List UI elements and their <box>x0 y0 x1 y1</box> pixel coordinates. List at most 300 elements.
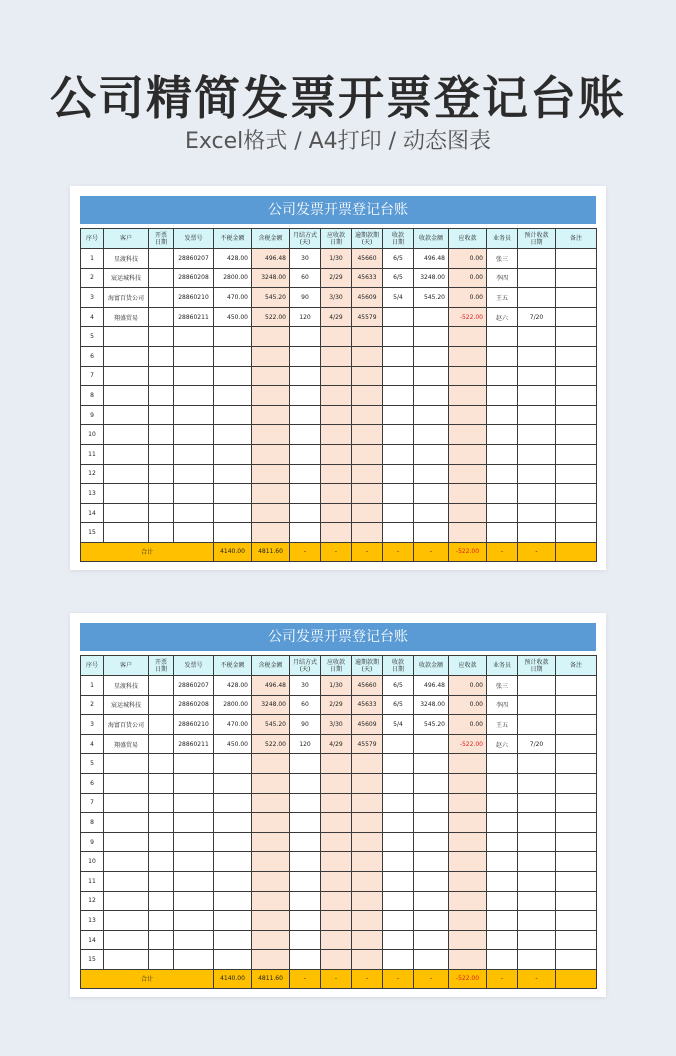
table-cell[interactable]: 4/29 <box>321 307 352 327</box>
table-cell[interactable] <box>414 405 449 425</box>
table-cell[interactable]: 13 <box>81 484 104 504</box>
table-cell[interactable]: 450.00 <box>214 734 252 754</box>
table-cell[interactable] <box>290 444 321 464</box>
table-cell[interactable] <box>290 366 321 386</box>
table-cell[interactable] <box>352 386 383 406</box>
table-cell[interactable]: 2800.00 <box>214 268 252 288</box>
table-cell[interactable] <box>149 484 174 504</box>
table-cell[interactable] <box>252 346 290 366</box>
table-cell[interactable] <box>290 832 321 852</box>
table-cell[interactable]: 2 <box>81 268 104 288</box>
table-cell[interactable] <box>518 930 556 950</box>
table-cell[interactable] <box>174 503 214 523</box>
table-cell[interactable] <box>518 793 556 813</box>
table-cell[interactable] <box>414 346 449 366</box>
table-cell[interactable]: 14 <box>81 503 104 523</box>
table-cell[interactable] <box>174 871 214 891</box>
table-cell[interactable]: 7/20 <box>518 734 556 754</box>
table-cell[interactable]: -522.00 <box>449 307 487 327</box>
table-cell[interactable] <box>321 444 352 464</box>
table-cell[interactable] <box>321 793 352 813</box>
table-cell[interactable] <box>214 484 252 504</box>
table-cell[interactable] <box>252 852 290 872</box>
table-cell[interactable] <box>352 503 383 523</box>
table-cell[interactable] <box>414 871 449 891</box>
table-cell[interactable] <box>414 891 449 911</box>
table-cell[interactable] <box>214 930 252 950</box>
table-cell[interactable] <box>352 484 383 504</box>
table-cell[interactable]: 15 <box>81 950 104 970</box>
table-cell[interactable] <box>290 911 321 931</box>
table-cell[interactable] <box>518 268 556 288</box>
table-cell[interactable]: 28860207 <box>174 676 214 696</box>
table-cell[interactable] <box>383 950 414 970</box>
table-cell[interactable]: 45579 <box>352 734 383 754</box>
table-cell[interactable] <box>252 832 290 852</box>
table-cell[interactable] <box>321 773 352 793</box>
table-cell[interactable]: 海富百货公司 <box>104 288 149 308</box>
table-cell[interactable] <box>252 891 290 911</box>
table-cell[interactable]: 张三 <box>487 676 518 696</box>
table-cell[interactable]: 45579 <box>352 307 383 327</box>
table-cell[interactable]: 28860210 <box>174 715 214 735</box>
table-cell[interactable]: 7 <box>81 366 104 386</box>
table-cell[interactable] <box>414 307 449 327</box>
table-cell[interactable] <box>518 523 556 543</box>
table-cell[interactable] <box>556 523 597 543</box>
table-cell[interactable] <box>174 911 214 931</box>
table-cell[interactable]: 28860208 <box>174 268 214 288</box>
table-cell[interactable] <box>104 950 149 970</box>
table-cell[interactable] <box>414 425 449 445</box>
table-cell[interactable] <box>104 386 149 406</box>
table-cell[interactable] <box>174 793 214 813</box>
table-cell[interactable]: 0.00 <box>449 288 487 308</box>
table-cell[interactable] <box>449 425 487 445</box>
table-cell[interactable] <box>449 503 487 523</box>
table-cell[interactable]: 0.00 <box>449 676 487 696</box>
table-cell[interactable] <box>487 773 518 793</box>
table-cell[interactable]: 宸运城科技 <box>104 268 149 288</box>
table-cell[interactable]: 6/5 <box>383 268 414 288</box>
table-cell[interactable] <box>352 366 383 386</box>
table-cell[interactable] <box>149 813 174 833</box>
table-cell[interactable] <box>556 852 597 872</box>
table-cell[interactable] <box>518 871 556 891</box>
table-cell[interactable] <box>149 930 174 950</box>
table-cell[interactable] <box>414 950 449 970</box>
table-cell[interactable] <box>214 327 252 347</box>
table-cell[interactable] <box>290 930 321 950</box>
table-cell[interactable] <box>149 386 174 406</box>
table-cell[interactable] <box>321 891 352 911</box>
table-cell[interactable] <box>518 288 556 308</box>
table-cell[interactable] <box>149 911 174 931</box>
table-cell[interactable] <box>449 950 487 970</box>
table-cell[interactable] <box>556 503 597 523</box>
table-cell[interactable] <box>556 813 597 833</box>
table-cell[interactable] <box>518 425 556 445</box>
table-cell[interactable] <box>383 425 414 445</box>
table-cell[interactable] <box>214 911 252 931</box>
table-cell[interactable] <box>321 523 352 543</box>
table-cell[interactable] <box>214 386 252 406</box>
table-cell[interactable] <box>556 249 597 269</box>
table-cell[interactable] <box>321 346 352 366</box>
table-cell[interactable]: 1/30 <box>321 249 352 269</box>
table-cell[interactable] <box>321 950 352 970</box>
table-cell[interactable] <box>290 891 321 911</box>
table-cell[interactable] <box>149 327 174 347</box>
table-cell[interactable] <box>214 891 252 911</box>
table-cell[interactable] <box>149 676 174 696</box>
table-cell[interactable] <box>449 813 487 833</box>
table-cell[interactable] <box>383 734 414 754</box>
table-cell[interactable]: 4 <box>81 734 104 754</box>
table-cell[interactable]: 3/30 <box>321 715 352 735</box>
table-cell[interactable] <box>214 464 252 484</box>
table-cell[interactable] <box>449 891 487 911</box>
table-cell[interactable] <box>487 386 518 406</box>
table-cell[interactable] <box>556 425 597 445</box>
table-cell[interactable]: 赵六 <box>487 307 518 327</box>
table-cell[interactable] <box>449 327 487 347</box>
table-cell[interactable] <box>449 754 487 774</box>
table-cell[interactable] <box>174 813 214 833</box>
table-cell[interactable] <box>487 366 518 386</box>
table-cell[interactable] <box>104 484 149 504</box>
table-cell[interactable]: 14 <box>81 930 104 950</box>
table-cell[interactable] <box>556 695 597 715</box>
table-cell[interactable] <box>487 871 518 891</box>
table-cell[interactable] <box>149 695 174 715</box>
table-cell[interactable]: 6/5 <box>383 676 414 696</box>
table-cell[interactable] <box>556 366 597 386</box>
table-cell[interactable] <box>252 444 290 464</box>
table-cell[interactable] <box>352 891 383 911</box>
table-cell[interactable] <box>383 444 414 464</box>
table-cell[interactable] <box>321 832 352 852</box>
table-cell[interactable] <box>104 891 149 911</box>
table-cell[interactable]: 496.48 <box>252 249 290 269</box>
table-cell[interactable]: 2 <box>81 695 104 715</box>
table-cell[interactable]: 6 <box>81 773 104 793</box>
table-cell[interactable] <box>290 813 321 833</box>
table-cell[interactable] <box>518 405 556 425</box>
table-cell[interactable] <box>104 754 149 774</box>
table-cell[interactable] <box>449 444 487 464</box>
table-cell[interactable] <box>518 852 556 872</box>
table-cell[interactable] <box>174 523 214 543</box>
table-cell[interactable] <box>174 444 214 464</box>
table-cell[interactable] <box>321 405 352 425</box>
table-cell[interactable] <box>487 503 518 523</box>
table-cell[interactable]: 0.00 <box>449 249 487 269</box>
table-cell[interactable] <box>518 773 556 793</box>
table-cell[interactable]: 7 <box>81 793 104 813</box>
table-cell[interactable] <box>414 930 449 950</box>
table-cell[interactable]: 470.00 <box>214 288 252 308</box>
table-cell[interactable] <box>414 734 449 754</box>
table-cell[interactable] <box>321 852 352 872</box>
table-cell[interactable] <box>352 793 383 813</box>
table-cell[interactable] <box>252 911 290 931</box>
table-cell[interactable] <box>487 754 518 774</box>
table-cell[interactable]: -522.00 <box>449 734 487 754</box>
table-cell[interactable] <box>449 871 487 891</box>
table-cell[interactable] <box>321 366 352 386</box>
table-cell[interactable]: 15 <box>81 523 104 543</box>
table-cell[interactable]: 45633 <box>352 268 383 288</box>
table-cell[interactable]: 11 <box>81 444 104 464</box>
table-cell[interactable] <box>252 754 290 774</box>
table-cell[interactable] <box>174 346 214 366</box>
table-cell[interactable] <box>556 268 597 288</box>
table-cell[interactable] <box>149 754 174 774</box>
table-cell[interactable] <box>252 425 290 445</box>
table-cell[interactable] <box>487 523 518 543</box>
table-cell[interactable]: 5 <box>81 754 104 774</box>
table-cell[interactable] <box>556 871 597 891</box>
table-cell[interactable] <box>383 484 414 504</box>
table-cell[interactable] <box>352 832 383 852</box>
table-cell[interactable]: 522.00 <box>252 734 290 754</box>
table-cell[interactable] <box>556 832 597 852</box>
table-cell[interactable] <box>556 754 597 774</box>
table-cell[interactable]: 2800.00 <box>214 695 252 715</box>
table-cell[interactable]: 5/4 <box>383 715 414 735</box>
table-cell[interactable] <box>214 832 252 852</box>
table-cell[interactable]: 6/5 <box>383 695 414 715</box>
table-cell[interactable] <box>174 930 214 950</box>
table-cell[interactable]: 60 <box>290 695 321 715</box>
table-cell[interactable] <box>290 346 321 366</box>
table-cell[interactable] <box>352 425 383 445</box>
table-cell[interactable] <box>518 754 556 774</box>
table-cell[interactable] <box>352 930 383 950</box>
table-cell[interactable] <box>174 852 214 872</box>
table-cell[interactable]: 10 <box>81 425 104 445</box>
table-cell[interactable] <box>449 852 487 872</box>
table-cell[interactable] <box>214 366 252 386</box>
table-cell[interactable] <box>556 773 597 793</box>
table-cell[interactable] <box>352 852 383 872</box>
table-cell[interactable] <box>383 754 414 774</box>
table-cell[interactable] <box>149 891 174 911</box>
table-cell[interactable] <box>149 503 174 523</box>
table-cell[interactable] <box>518 950 556 970</box>
table-cell[interactable] <box>321 871 352 891</box>
table-cell[interactable] <box>383 793 414 813</box>
table-cell[interactable] <box>149 425 174 445</box>
table-cell[interactable]: 5 <box>81 327 104 347</box>
table-cell[interactable] <box>104 327 149 347</box>
table-cell[interactable] <box>352 405 383 425</box>
table-cell[interactable] <box>174 773 214 793</box>
table-cell[interactable] <box>149 464 174 484</box>
table-cell[interactable] <box>174 464 214 484</box>
table-cell[interactable] <box>556 930 597 950</box>
table-cell[interactable] <box>414 503 449 523</box>
table-cell[interactable] <box>449 930 487 950</box>
table-cell[interactable]: 宸运城科技 <box>104 695 149 715</box>
table-cell[interactable] <box>352 911 383 931</box>
table-cell[interactable] <box>290 327 321 347</box>
table-cell[interactable] <box>252 405 290 425</box>
table-cell[interactable] <box>104 911 149 931</box>
table-cell[interactable] <box>174 484 214 504</box>
table-cell[interactable] <box>487 832 518 852</box>
table-cell[interactable] <box>290 793 321 813</box>
table-cell[interactable] <box>487 444 518 464</box>
table-cell[interactable] <box>518 464 556 484</box>
table-cell[interactable] <box>556 793 597 813</box>
table-cell[interactable]: 60 <box>290 268 321 288</box>
table-cell[interactable] <box>149 852 174 872</box>
table-cell[interactable] <box>321 464 352 484</box>
table-cell[interactable] <box>487 930 518 950</box>
table-cell[interactable] <box>174 425 214 445</box>
table-cell[interactable] <box>104 773 149 793</box>
table-cell[interactable] <box>383 891 414 911</box>
table-cell[interactable] <box>383 930 414 950</box>
table-cell[interactable] <box>321 386 352 406</box>
table-cell[interactable]: 3 <box>81 715 104 735</box>
table-cell[interactable] <box>556 307 597 327</box>
table-cell[interactable] <box>290 852 321 872</box>
table-cell[interactable] <box>352 523 383 543</box>
table-cell[interactable] <box>104 503 149 523</box>
table-cell[interactable] <box>104 346 149 366</box>
table-cell[interactable] <box>487 346 518 366</box>
table-cell[interactable] <box>252 386 290 406</box>
table-cell[interactable] <box>556 676 597 696</box>
table-cell[interactable]: 3248.00 <box>414 268 449 288</box>
table-cell[interactable] <box>321 425 352 445</box>
table-cell[interactable] <box>518 327 556 347</box>
table-cell[interactable]: 0.00 <box>449 715 487 735</box>
table-cell[interactable] <box>487 327 518 347</box>
table-cell[interactable]: 12 <box>81 891 104 911</box>
table-cell[interactable] <box>383 366 414 386</box>
table-cell[interactable] <box>449 911 487 931</box>
table-cell[interactable] <box>214 405 252 425</box>
table-cell[interactable]: 0.00 <box>449 268 487 288</box>
table-cell[interactable] <box>449 386 487 406</box>
table-cell[interactable] <box>414 484 449 504</box>
table-cell[interactable]: 545.20 <box>414 715 449 735</box>
table-cell[interactable] <box>149 715 174 735</box>
table-cell[interactable]: 0.00 <box>449 695 487 715</box>
table-cell[interactable] <box>518 832 556 852</box>
table-cell[interactable] <box>556 484 597 504</box>
table-cell[interactable]: 9 <box>81 405 104 425</box>
table-cell[interactable]: 120 <box>290 734 321 754</box>
table-cell[interactable] <box>104 444 149 464</box>
table-cell[interactable] <box>149 405 174 425</box>
table-cell[interactable] <box>518 503 556 523</box>
table-cell[interactable] <box>383 307 414 327</box>
table-cell[interactable] <box>214 523 252 543</box>
table-cell[interactable] <box>214 754 252 774</box>
table-cell[interactable]: 1/30 <box>321 676 352 696</box>
table-cell[interactable]: 李四 <box>487 268 518 288</box>
table-cell[interactable] <box>383 327 414 347</box>
table-cell[interactable] <box>104 832 149 852</box>
table-cell[interactable] <box>174 327 214 347</box>
table-cell[interactable] <box>174 386 214 406</box>
table-cell[interactable]: 30 <box>290 249 321 269</box>
table-cell[interactable] <box>449 464 487 484</box>
table-cell[interactable] <box>321 930 352 950</box>
table-cell[interactable] <box>383 813 414 833</box>
table-cell[interactable] <box>518 484 556 504</box>
table-cell[interactable] <box>149 734 174 754</box>
table-cell[interactable] <box>414 832 449 852</box>
table-cell[interactable] <box>174 950 214 970</box>
table-cell[interactable] <box>252 484 290 504</box>
table-cell[interactable] <box>149 832 174 852</box>
table-cell[interactable]: 428.00 <box>214 249 252 269</box>
table-cell[interactable] <box>487 950 518 970</box>
table-cell[interactable] <box>149 249 174 269</box>
table-cell[interactable] <box>487 464 518 484</box>
table-cell[interactable] <box>252 464 290 484</box>
table-cell[interactable] <box>518 249 556 269</box>
table-cell[interactable]: 4 <box>81 307 104 327</box>
table-cell[interactable]: 30 <box>290 676 321 696</box>
table-cell[interactable] <box>149 871 174 891</box>
table-cell[interactable] <box>556 444 597 464</box>
table-cell[interactable] <box>414 327 449 347</box>
table-cell[interactable] <box>214 503 252 523</box>
table-cell[interactable]: 3248.00 <box>252 695 290 715</box>
table-cell[interactable] <box>556 386 597 406</box>
table-cell[interactable] <box>518 715 556 735</box>
table-cell[interactable] <box>321 911 352 931</box>
table-cell[interactable] <box>414 911 449 931</box>
table-cell[interactable] <box>290 503 321 523</box>
table-cell[interactable] <box>290 405 321 425</box>
table-cell[interactable]: 4/29 <box>321 734 352 754</box>
table-cell[interactable] <box>252 503 290 523</box>
table-cell[interactable]: 3248.00 <box>252 268 290 288</box>
table-cell[interactable] <box>290 425 321 445</box>
table-cell[interactable]: 45609 <box>352 288 383 308</box>
table-cell[interactable]: 3248.00 <box>414 695 449 715</box>
table-cell[interactable]: 470.00 <box>214 715 252 735</box>
table-cell[interactable] <box>252 813 290 833</box>
table-cell[interactable] <box>214 813 252 833</box>
table-cell[interactable] <box>104 366 149 386</box>
table-cell[interactable] <box>321 327 352 347</box>
table-cell[interactable]: 王五 <box>487 715 518 735</box>
table-cell[interactable]: 星渡科技 <box>104 676 149 696</box>
table-cell[interactable] <box>449 793 487 813</box>
table-cell[interactable] <box>556 891 597 911</box>
table-cell[interactable] <box>252 523 290 543</box>
table-cell[interactable] <box>174 891 214 911</box>
table-cell[interactable] <box>414 444 449 464</box>
table-cell[interactable] <box>104 425 149 445</box>
table-cell[interactable]: 8 <box>81 813 104 833</box>
table-cell[interactable]: 120 <box>290 307 321 327</box>
table-cell[interactable]: 8 <box>81 386 104 406</box>
table-cell[interactable] <box>487 405 518 425</box>
table-cell[interactable] <box>352 773 383 793</box>
table-cell[interactable] <box>518 366 556 386</box>
table-cell[interactable] <box>104 852 149 872</box>
